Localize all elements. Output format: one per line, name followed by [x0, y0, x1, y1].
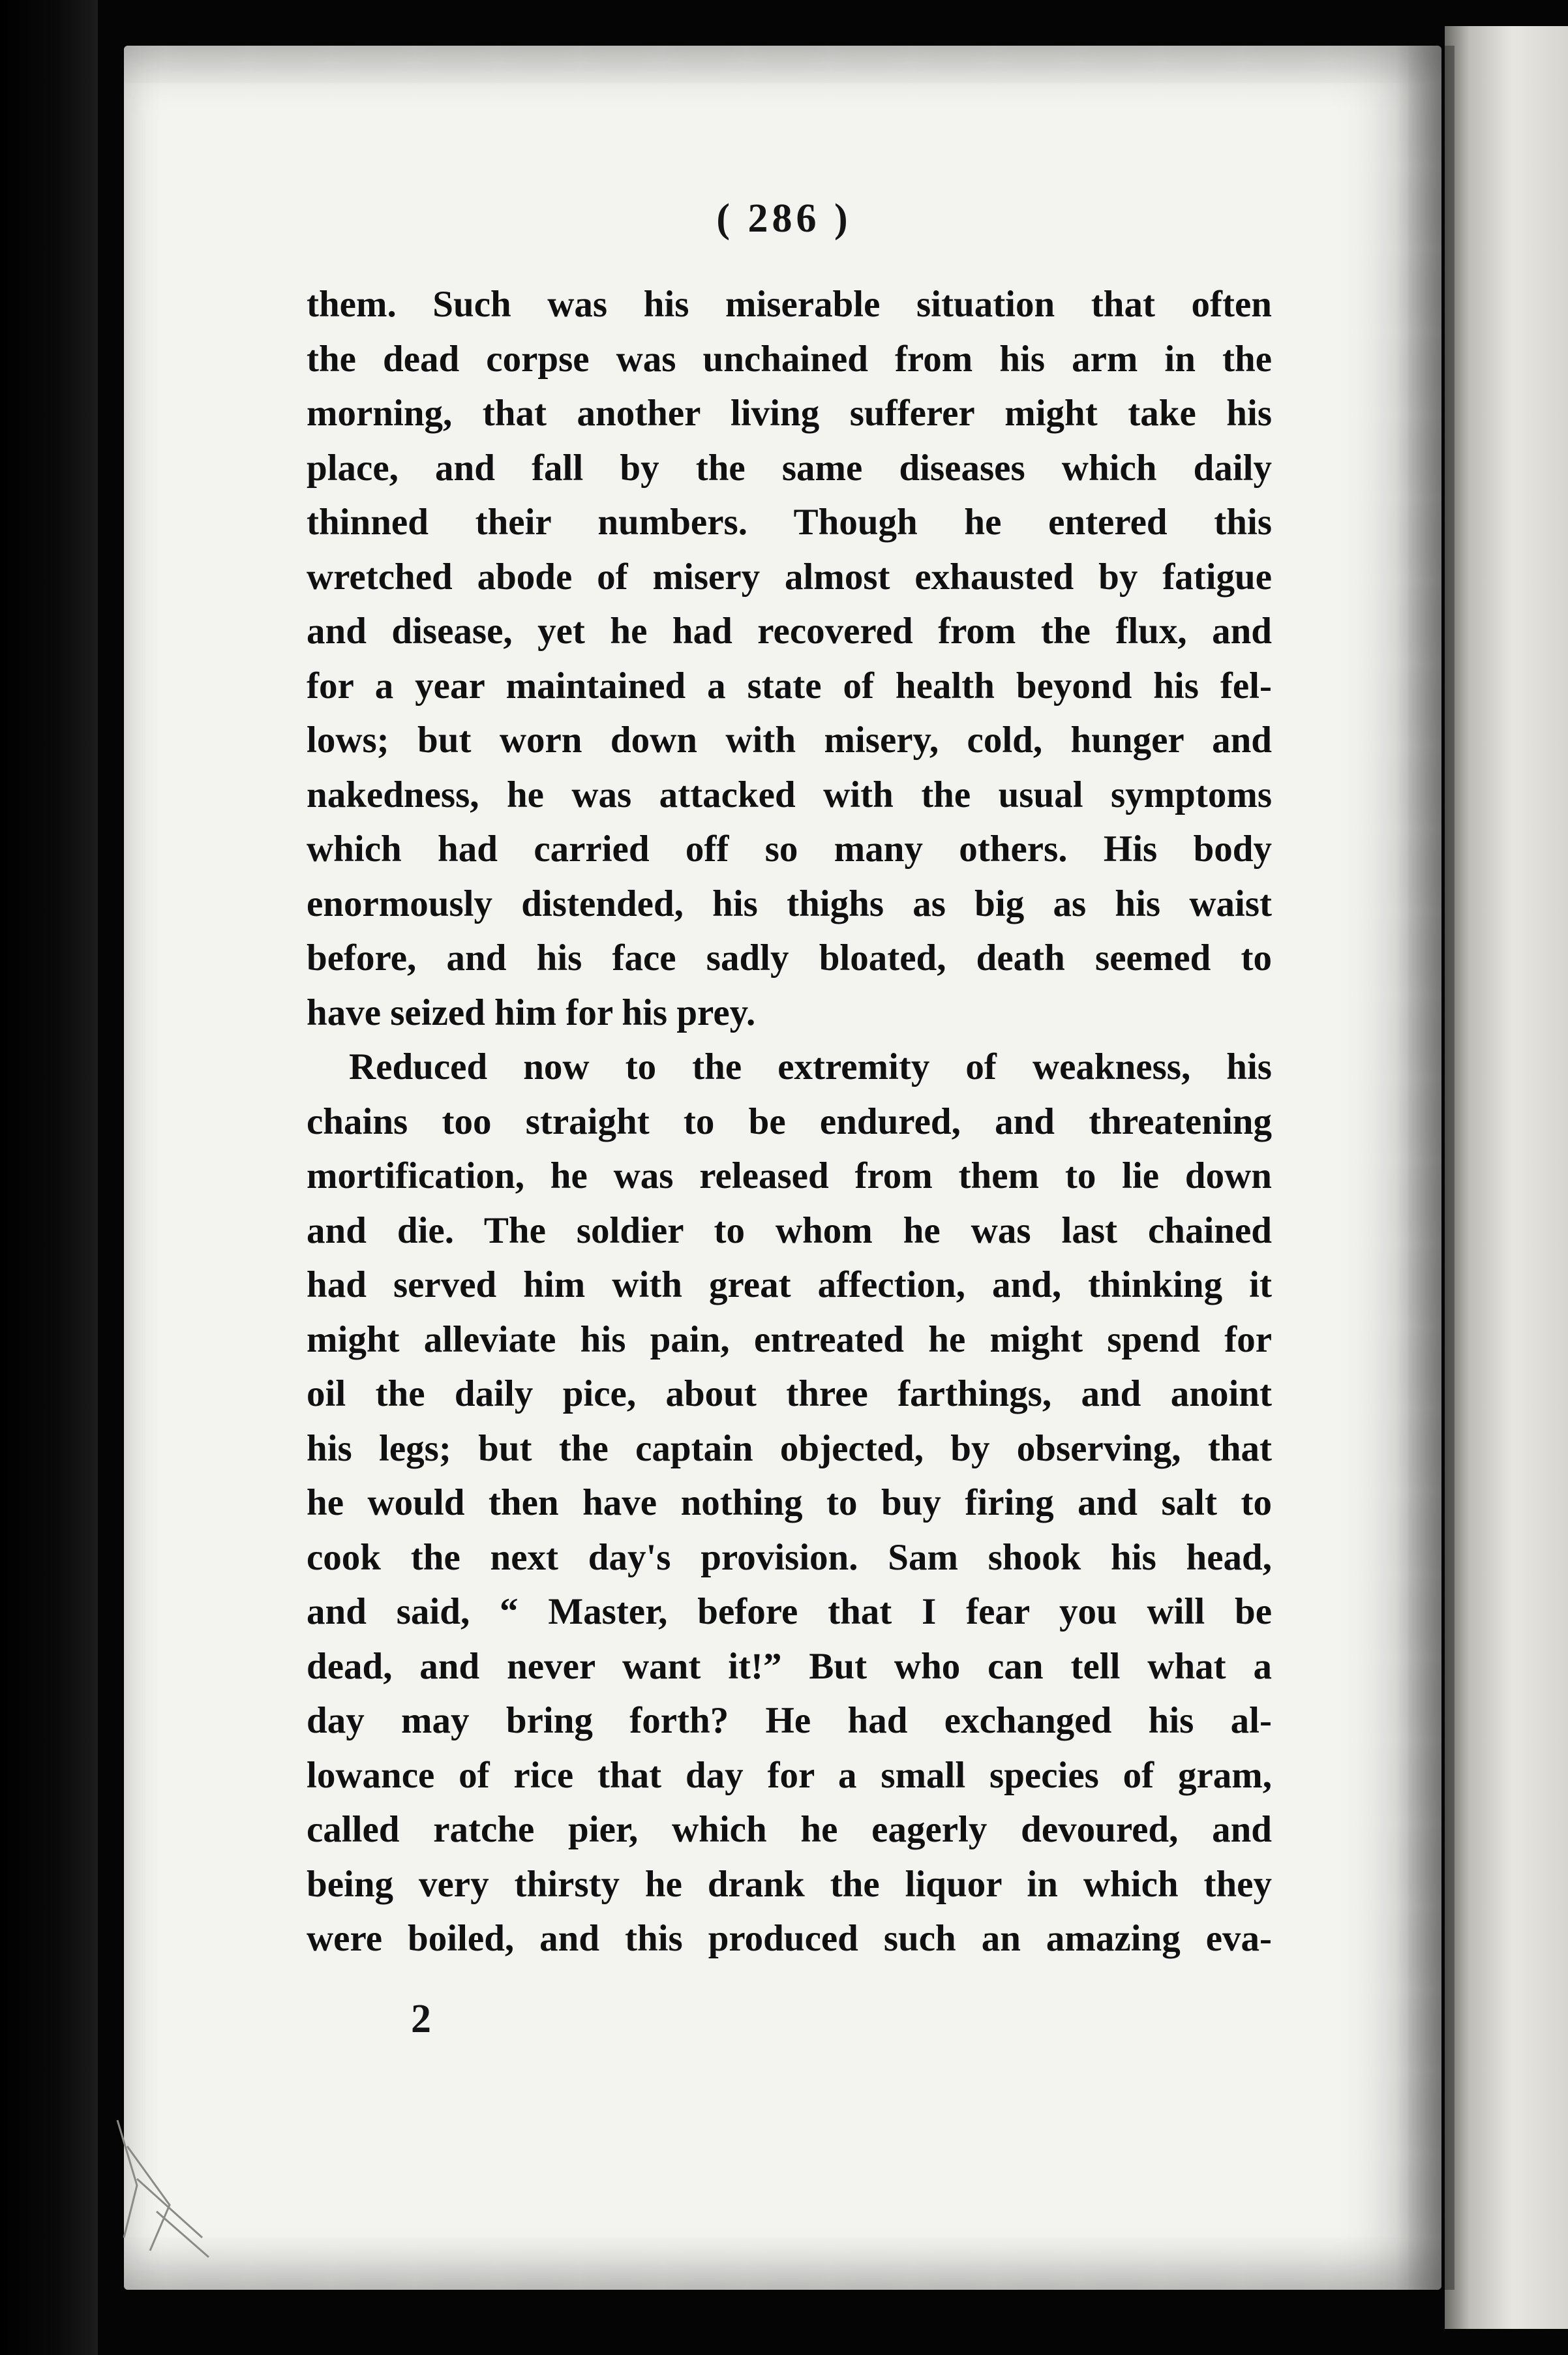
text-line: lowance of rice that day for a small species of gram, — [307, 1754, 1272, 1796]
text-line: he would then have nothing to buy firing and salt to — [307, 1482, 1272, 1523]
text-line: thinned their numbers. Though he entered this — [307, 502, 1272, 543]
text-line: enormously distended, his thighs as big as his waist — [307, 883, 1272, 924]
text-line: called ratche pier, which he eagerly devoured, and — [307, 1809, 1272, 1850]
text-line: his legs; but the captain objected, by observing, that — [307, 1427, 1272, 1469]
paragraph-end-line: have seized him for his prey. — [307, 992, 756, 1033]
facing-page-edge — [1445, 26, 1568, 2329]
text-line: which had carried off so many others. His body — [307, 828, 1272, 870]
text-line: chains too straight to be endured, and threatening — [307, 1101, 1272, 1142]
text-line: them. Such was his miserable situation that often — [307, 284, 1272, 325]
text-line: were boiled, and this produced such an amazing eva- — [307, 1918, 1272, 1959]
text-line: nakedness, he was attacked with the usual symptoms — [307, 774, 1272, 815]
text-line: and die. The soldier to whom he was last chained — [307, 1209, 1272, 1251]
text-line: lows; but worn down with misery, cold, hunger and — [307, 720, 1272, 761]
text-line: had served him with great affection, and, thinking it — [307, 1264, 1272, 1305]
text-line: and disease, yet he had recovered from the flux, and — [307, 611, 1272, 652]
text-line: and said, “ Master, before that I fear you will be — [307, 1591, 1272, 1632]
text-line: oil the daily pice, about three farthings, and anoint — [307, 1373, 1272, 1414]
text-line: wretched abode of misery almost exhausted by fatigue — [307, 556, 1272, 598]
text-line: being very thirsty he drank the liquor in which they — [307, 1863, 1272, 1905]
body-text — [307, 277, 1272, 1966]
text-line: for a year maintained a state of health beyond his fel- — [307, 665, 1272, 706]
text-line: day may bring forth? He had exchanged his al- — [307, 1700, 1272, 1741]
text-line: before, and his face sadly bloated, death seemed to — [307, 937, 1272, 979]
paragraph-start-line: Reduced now to the extremity of weakness, his — [349, 1046, 1272, 1087]
signature-mark: 2 — [411, 1997, 431, 2041]
pencil-scribble-mark — [111, 2107, 222, 2264]
text-line: the dead corpse was unchained from his arm in the — [307, 338, 1272, 380]
text-line: mortification, he was released from them to lie down — [307, 1155, 1272, 1196]
scan-left-border — [0, 0, 98, 2355]
text-line: cook the next day's provision. Sam shook his head, — [307, 1536, 1272, 1578]
gutter-shadow — [1396, 46, 1455, 2290]
page-number: ( 286 ) — [716, 196, 852, 241]
text-line: might alleviate his pain, entreated he might spend for — [307, 1318, 1272, 1360]
text-line: dead, and never want it!” But who can tell what a — [307, 1645, 1272, 1687]
text-line: morning, that another living sufferer might take his — [307, 393, 1272, 434]
text-line: place, and fall by the same diseases which daily — [307, 447, 1272, 489]
